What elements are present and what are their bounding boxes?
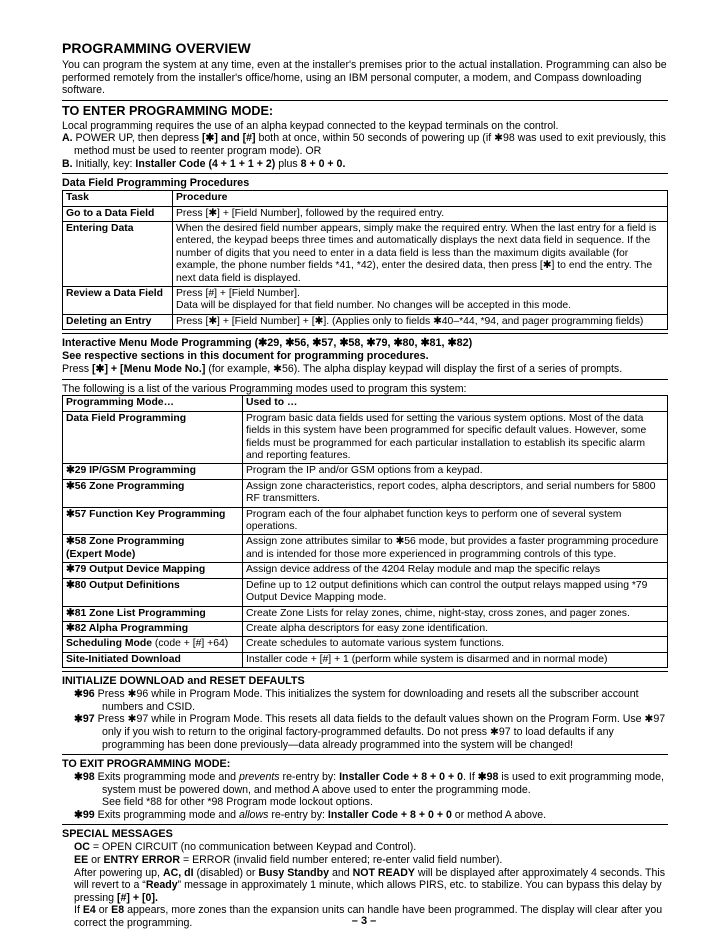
table-row: Go to a Data Field Press [✱] + [Field Number], followed by the required entry.: [63, 206, 668, 221]
table-row: ✱56 Zone Programming Assign zone characteristics, report codes, alpha descriptors, and serial numbers for 5800 RF transmitters.: [63, 479, 668, 507]
enter-method-b: B. Initially, key: Installer Code (4 + 1 + 1 + 2) plus 8 + 0 + 0.: [62, 157, 346, 170]
programming-modes-table: [62, 395, 668, 668]
enter-heading: TO ENTER PROGRAMMING MODE:: [62, 103, 274, 118]
special-oc: OC = OPEN CIRCUIT (no communication between Keypad and Control).: [74, 841, 417, 854]
intro-paragraph: You can program the system at any time, even at the installer's premises prior to the actual installation. Programming can also be performed remotely from the installer's office/home, using an IBM personal computer, a modem, and Compass downloading software.: [62, 59, 667, 97]
dfp-heading: Data Field Programming Procedures: [62, 177, 250, 190]
section-divider: [62, 173, 668, 174]
section-divider: [62, 754, 668, 755]
special-powerup: After powering up, AC, dI (disabled) or Busy Standby and NOT READY will be displayed after approximately 4 seconds. This will revert to a “Ready” message in approximately 1 minute, which allows PIRS, etc. to stabilize. You can bypass this delay by pressing [#] + [0].: [74, 866, 666, 904]
interactive-heading: Interactive Menu Mode Programming (✱29, ✱56, ✱57, ✱58, ✱79, ✱80, ✱81, ✱82): [62, 337, 473, 350]
page-title: PROGRAMMING OVERVIEW: [62, 40, 251, 56]
table-row: ✱82 Alpha Programming Create alpha descriptors for easy zone identification.: [63, 621, 668, 636]
exit-99: ✱99 Exits programming mode and allows re-entry by: Installer Code + 8 + 0 + 0 or method A above.: [74, 808, 547, 821]
column-header-mode: Programming Mode…: [63, 396, 243, 411]
section-divider: [62, 824, 668, 825]
interactive-instruction: Press [✱] + [Menu Mode No.] (for example, ✱56). The alpha display keypad will display the first of a series of prompts.: [62, 363, 623, 376]
section-divider: [62, 671, 668, 672]
document-page: [62, 40, 668, 930]
table-row: ✱29 IP/GSM Programming Program the IP and/or GSM options from a keypad.: [63, 464, 668, 479]
table-header-row: [63, 396, 668, 411]
page-number: – 3 –: [351, 915, 377, 927]
table-row: ✱81 Zone List Programming Create Zone Lists for relay zones, chime, night-stay, cross zones, and pager zones.: [63, 606, 668, 621]
section-divider: [62, 379, 668, 380]
data-field-procedures-table: [62, 190, 668, 330]
exit-heading: TO EXIT PROGRAMMING MODE:: [62, 758, 231, 771]
enter-text: Local programming requires the use of an alpha keypad connected to the keypad terminals on the control.: [62, 119, 559, 132]
exit-98-note: See field *88 for other *98 Program mode lockout options.: [102, 796, 373, 809]
modes-intro: The following is a list of the various Programming modes used to program this system:: [62, 382, 467, 395]
table-row: Data Field Programming Program basic data fields used for setting the various system options. Most of the data fields in this system have been programmed for specific default values. However, some fields must be programmed for each particular installation to establish its specific alarm and reporting features.: [63, 411, 668, 464]
column-header-procedure: Procedure: [173, 191, 668, 206]
column-header-used: Used to …: [243, 396, 668, 411]
table-header-row: [63, 191, 668, 206]
table-row: ✱57 Function Key Programming Program each of the four alphabet function keys to perform one of several system operations.: [63, 507, 668, 535]
init-97: ✱97 Press ✱97 while in Program Mode. This resets all data fields to the default values shown on the Program Form. Use ✱97 only if you wish to return to the original factory-programmed defaults. Do not press ✱97 to load defaults if any programming has been done previously—data already programmed into the system will be changed!: [74, 713, 666, 751]
special-e4-e8: If E4 or E8 appears, more zones than the expansion units can handle have been programmed. The display will clear after you correct the programming.: [74, 904, 663, 930]
table-row: ✱80 Output Definitions Define up to 12 output definitions which can control the output relays mapped using *79 Output Device Mapping mode.: [63, 578, 668, 606]
special-ee: EE or ENTRY ERROR = ERROR (invalid field number entered; re-enter valid field number).: [74, 854, 503, 867]
init-heading: INITIALIZE DOWNLOAD and RESET DEFAULTS: [62, 675, 305, 688]
column-header-task: Task: [63, 191, 173, 206]
table-row: Deleting an Entry Press [✱] + [Field Number] + [✱]. (Applies only to fields ✱40–*44, *94, and pager programming fields): [63, 314, 668, 329]
interactive-note: See respective sections in this document for programming procedures.: [62, 350, 429, 363]
enter-method-a: A. POWER UP, then depress [✱] and [#] both at once, within 50 seconds of powering up (if ✱98 was used to exit previously, this method must be used to reenter program mode). OR: [62, 132, 666, 157]
section-divider: [62, 100, 668, 101]
init-96: ✱96 Press ✱96 while in Program Mode. This initializes the system for downloading and resets all the subscriber account numbers and CSID.: [74, 688, 639, 713]
special-heading: SPECIAL MESSAGES: [62, 828, 173, 841]
table-row: Entering Data When the desired field number appears, simply make the required entry. When the last entry for a field is entered, the keypad beeps three times and automatically displays the next data field in sequence. If the number of digits that you need to enter in a data field is less than the maximum digits available (for example, the phone number fields *41, *42), enter the desired data, then press [✱] to end the entry. The next data field is displayed.: [63, 221, 668, 286]
exit-98: ✱98 Exits programming mode and prevents re-entry by: Installer Code + 8 + 0 + 0. If ✱98 is used to exit programming mode, system must be powered down, and method A above used to enter the programming mode.: [74, 771, 664, 796]
table-row: ✱79 Output Device Mapping Assign device address of the 4204 Relay module and map the specific relays: [63, 563, 668, 578]
table-row: ✱58 Zone Programming (Expert Mode) Assign zone attributes similar to ✱56 mode, but provides a faster programming procedure and is intended for those more experienced in programming controls of this type.: [63, 535, 668, 563]
table-row: Site-Initiated Download Installer code + [#] + 1 (perform while system is disarmed and in normal mode): [63, 652, 668, 667]
table-row: Review a Data Field Press [#] + [Field Number]. Data will be displayed for that field number. No changes will be accepted in this mode.: [63, 287, 668, 315]
table-row: Scheduling Mode (code + [#] +64) Create schedules to automate various system functions.: [63, 637, 668, 652]
section-divider: [62, 333, 668, 334]
